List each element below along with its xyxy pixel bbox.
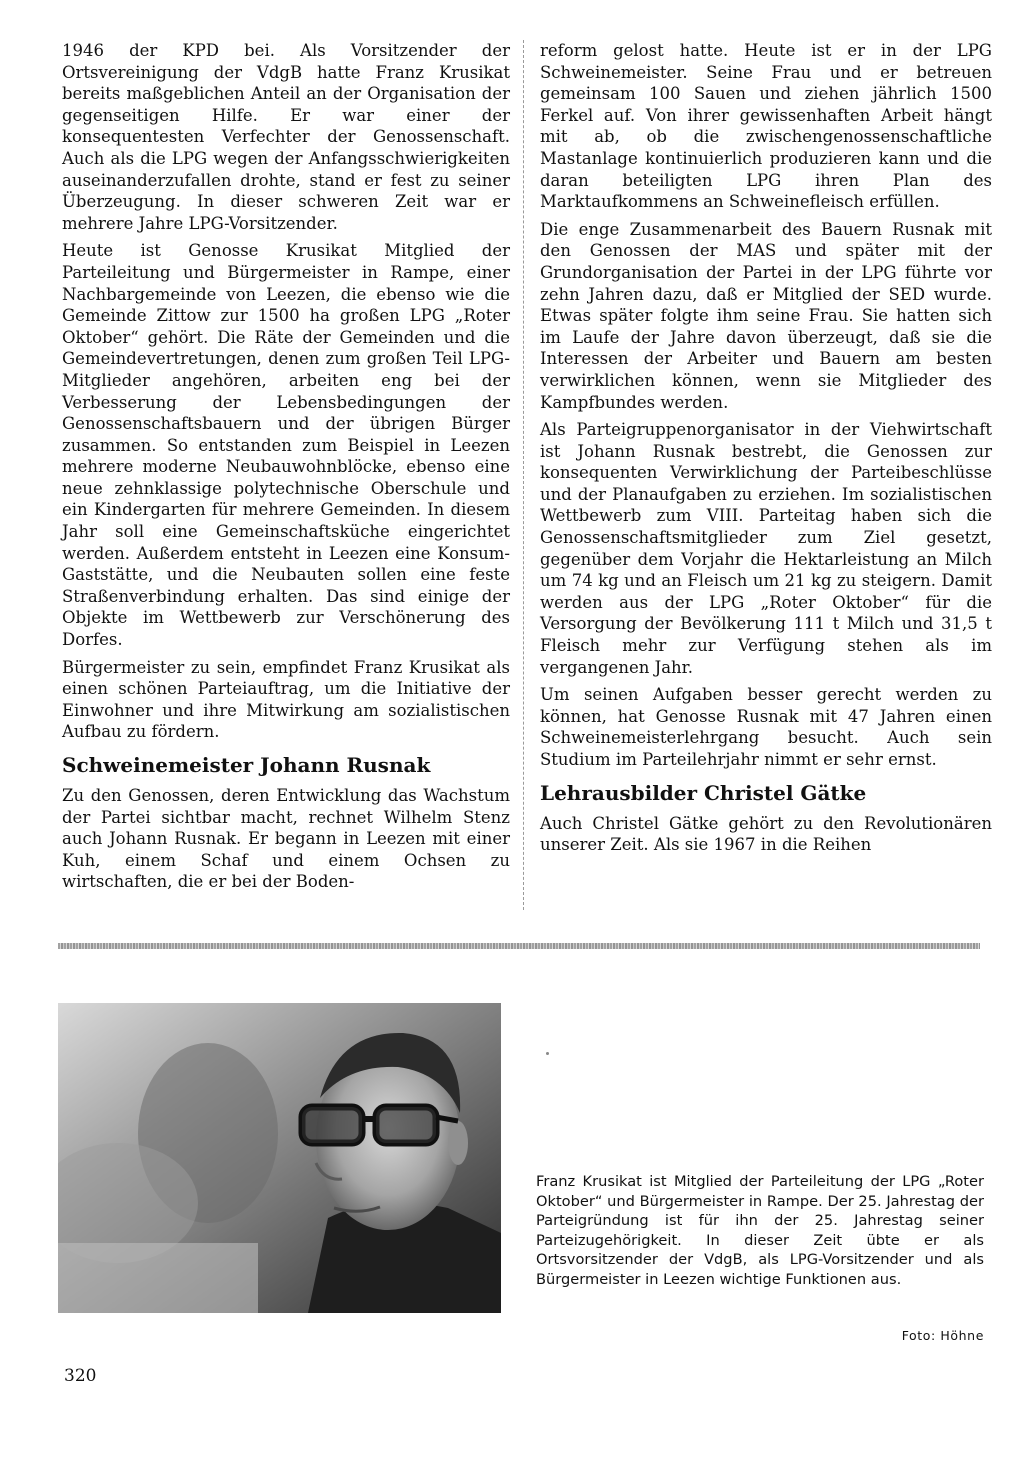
paragraph: Um seinen Aufgaben besser gerecht werden zu können, hat Genosse Rusnak mit 47 Jahren einen Schweinemeisterlehrgang besucht. Auch sein Studium im Parteilehrjahr nimmt er sehr ernst. [540, 685, 992, 769]
paragraph: Zu den Genossen, deren Entwicklung das Wachstum der Partei sichtbar macht, rechnet Wilhelm Stenz auch Johann Rusnak. Er begann in Leezen mit einer Kuh, einem Schaf und einem Ochsen zu wirtschaften, die er bei der Boden- [62, 786, 510, 892]
horizontal-divider [58, 943, 980, 949]
paragraph: reform gelost hatte. Heute ist er in der LPG Schweinemeister. Seine Frau und er betreuen gemeinsam 100 Sauen und ziehen jährlich 1500 Ferkel auf. Von ihrer gewissenhaften Arbeit hängt mit ab, ob die zwischengenossenschaftliche Mastanlage kontinuierlich produzieren kann und die daran beteiligten LPG ihren Plan des Marktaufkommens an Schweinefleisch erfüllen. [540, 41, 992, 212]
page-number: 320 [64, 1366, 97, 1386]
print-speck [546, 1052, 549, 1055]
paragraph: Die enge Zusammenarbeit des Bauern Rusnak mit den Genossen der MAS und später mit der Grundorganisation der Partei in der LPG führte vor zehn Jahren dazu, daß er Mitglied der SED wurde. Etwas später folgte ihm seine Frau. Sie hatten sich im Laufe der Jahre davon überzeugt, daß sie die Interessen der Arbeiter und Bauern am besten verwirklichen können, wenn sie Mitglieder des Kampfbundes werden. [540, 219, 992, 412]
section-heading: Lehrausbilder Christel Gätke [540, 780, 867, 805]
right-column [540, 40, 992, 862]
paragraph: Bürgermeister zu sein, empfindet Franz Krusikat als einen schönen Parteiauftrag, um die Initiative der Einwohner und ihre Mitwirkung am sozialistischen Aufbau zu fördern. [62, 657, 510, 742]
photo-credit: Foto: Höhne [901, 1328, 984, 1343]
left-column [62, 40, 510, 899]
portrait-photo [58, 1003, 501, 1313]
section-heading: Schweinemeister Johann Rusnak [62, 753, 431, 777]
paragraph: Als Parteigruppenorganisator in der Viehwirtschaft ist Johann Rusnak bestrebt, die Genossen zur konsequenten Verwirklichung der Parteibeschlüsse und der Planaufgaben zu erziehen. Im sozialistischen Wettbewerb zum VIII. Parteitag haben sich die Genossenschaftsmitglieder zum Ziel gesetzt, gegenüber dem Vorjahr die Hektarleistung an Milch um 74 kg und an Fleisch um 21 kg zu steigern. Damit werden aus der LPG „Roter Oktober“ für die Versorgung der Bevölkerung 111 t Milch und 31,5 t Fleisch mehr zur Verfügung stehen als im vergangenen Jahr. [540, 420, 992, 677]
paragraph: Auch Christel Gätke gehört zu den Revolutionären unserer Zeit. Als sie 1967 in die Reihen [540, 813, 992, 855]
column-divider [523, 40, 525, 910]
paragraph: Heute ist Genosse Krusikat Mitglied der Parteileitung und Bürgermeister in Rampe, einer Nachbargemeinde von Leezen, die ebenso wie die Gemeinde Zittow zur 1500 ha großen LPG „Roter Oktober“ gehört. Die Räte der Gemeinden und die Gemeindevertretungen, denen zum großen Teil LPG-Mitglieder angehören, arbeiten eng bei der Verbesserung der Lebensbedingungen der Genossenschaftsbauern und der übrigen Bürger zusammen. So entstanden zum Beispiel in Leezen mehrere moderne Neubauwohnblöcke, ebenso eine neue zehnklassige polytechnische Oberschule und ein Kindergarten für mehrere Gemeinden. In diesem Jahr soll eine Gemeinschaftsküche eingerichtet werden. Außerdem entsteht in Leezen eine Konsum-Gaststätte, und die Neubauten sollen eine feste Straßenverbindung erhalten. Das sind einige der Objekte im Wettbewerb zur Verschönerung des Dorfes. [62, 241, 510, 650]
paragraph: 1946 der KPD bei. Als Vorsitzender der Ortsvereinigung der VdgB hatte Franz Krusikat bereits maßgeblichen Anteil an der Organisation der gegenseitigen Hilfe. Er war einer der konsequentesten Verfechter der Genossenschaft. Auch als die LPG wegen der Anfangsschwierigkeiten auseinanderzufallen drohte, stand er fest zu seiner Überzeugung. In dieser schweren Zeit war er mehrere Jahre LPG-Vorsitzender. [62, 41, 510, 233]
photo-caption: Franz Krusikat ist Mitglied der Parteileitung der LPG „Roter Oktober“ und Bürgermeister in Rampe. Der 25. Jahrestag der Parteigründung ist für ihn der 25. Jahrestag seiner Parteizugehörigkeit. In dieser Zeit übte er als Ortsvorsitzender der VdgB, als LPG-Vorsitzender und als Bürgermeister in Leezen wichtige Funktionen aus. [536, 1173, 984, 1288]
